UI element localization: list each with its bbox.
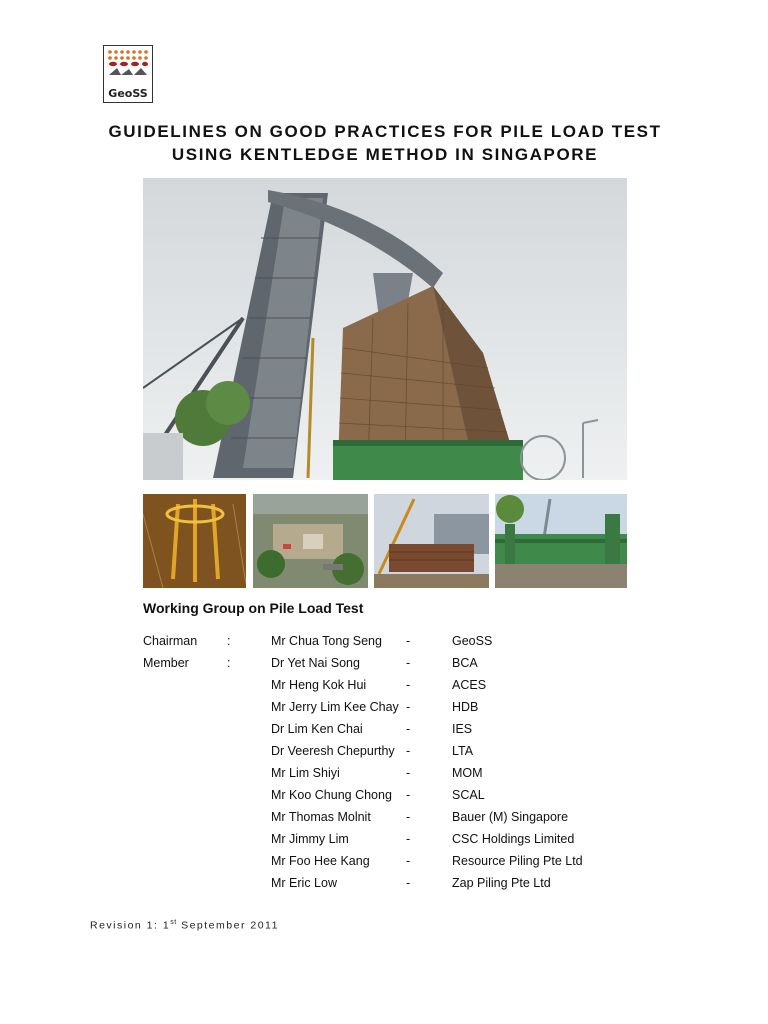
member-dash: - [406, 656, 411, 670]
logo-dots-icon [107, 49, 149, 77]
member-organization: MOM [452, 766, 483, 780]
member-dash: - [406, 744, 411, 758]
document-title [60, 120, 710, 166]
member-dash: - [406, 832, 411, 846]
revision-prefix: Revision 1: 1 [90, 919, 171, 932]
hero-photo-kentledge-tower [143, 178, 627, 480]
title-line-2: USING KENTLEDGE METHOD IN SINGAPORE [171, 145, 599, 164]
member-name: Mr Jimmy Lim [271, 832, 349, 846]
member-dash: - [406, 634, 411, 648]
revision-ordinal: st [170, 919, 177, 926]
member-name: Mr Heng Kok Hui [271, 678, 367, 692]
member-name: Dr Yet Nai Song [271, 656, 360, 670]
member-name: Dr Veeresh Chepurthy [271, 744, 395, 758]
photo-kentledge-stack [374, 494, 489, 588]
member-organization: Zap Piling Pte Ltd [452, 876, 551, 890]
working-group-heading: Working Group on Pile Load Test [143, 600, 364, 616]
geoss-logo [103, 45, 153, 103]
member-organization: LTA [452, 744, 474, 758]
member-name: Dr Lim Ken Chai [271, 722, 363, 736]
member-organization: Resource Piling Pte Ltd [452, 854, 583, 868]
logo-text: GeoSS [108, 87, 148, 100]
member-name: Mr Foo Hee Kang [271, 854, 370, 868]
revision-suffix: September 2011 [176, 919, 279, 932]
member-name: Mr Eric Low [271, 876, 337, 890]
member-role: Chairman [143, 634, 198, 648]
member-organization: IES [452, 722, 473, 736]
member-organization: HDB [452, 700, 479, 714]
member-name: Mr Jerry Lim Kee Chay [271, 700, 399, 714]
member-dash: - [406, 876, 411, 890]
member-dash: - [406, 700, 411, 714]
photo-steel-platform [495, 494, 627, 588]
member-organization: CSC Holdings Limited [452, 832, 575, 846]
revision-note [90, 919, 279, 932]
member-dash: - [406, 788, 411, 802]
member-organization: Bauer (M) Singapore [452, 810, 569, 824]
member-name: Mr Lim Shiyi [271, 766, 340, 780]
member-role: Member [143, 656, 189, 670]
title-line-1: GUIDELINES ON GOOD PRACTICES FOR PILE LOAD TEST [108, 122, 662, 141]
member-dash: - [406, 722, 411, 736]
photo-reinforcement-cage [143, 494, 246, 588]
member-name: Mr Thomas Molnit [271, 810, 371, 824]
member-dash: - [406, 766, 411, 780]
member-dash: - [406, 678, 411, 692]
member-name: Mr Chua Tong Seng [271, 634, 382, 648]
member-name: Mr Koo Chung Chong [271, 788, 392, 802]
member-colon: : [227, 656, 231, 670]
member-colon: : [227, 634, 231, 648]
member-organization: GeoSS [452, 634, 493, 648]
member-organization: ACES [452, 678, 487, 692]
photo-construction-site [253, 494, 368, 588]
member-dash: - [406, 810, 411, 824]
member-organization: BCA [452, 656, 478, 670]
member-organization: SCAL [452, 788, 485, 802]
member-dash: - [406, 854, 411, 868]
